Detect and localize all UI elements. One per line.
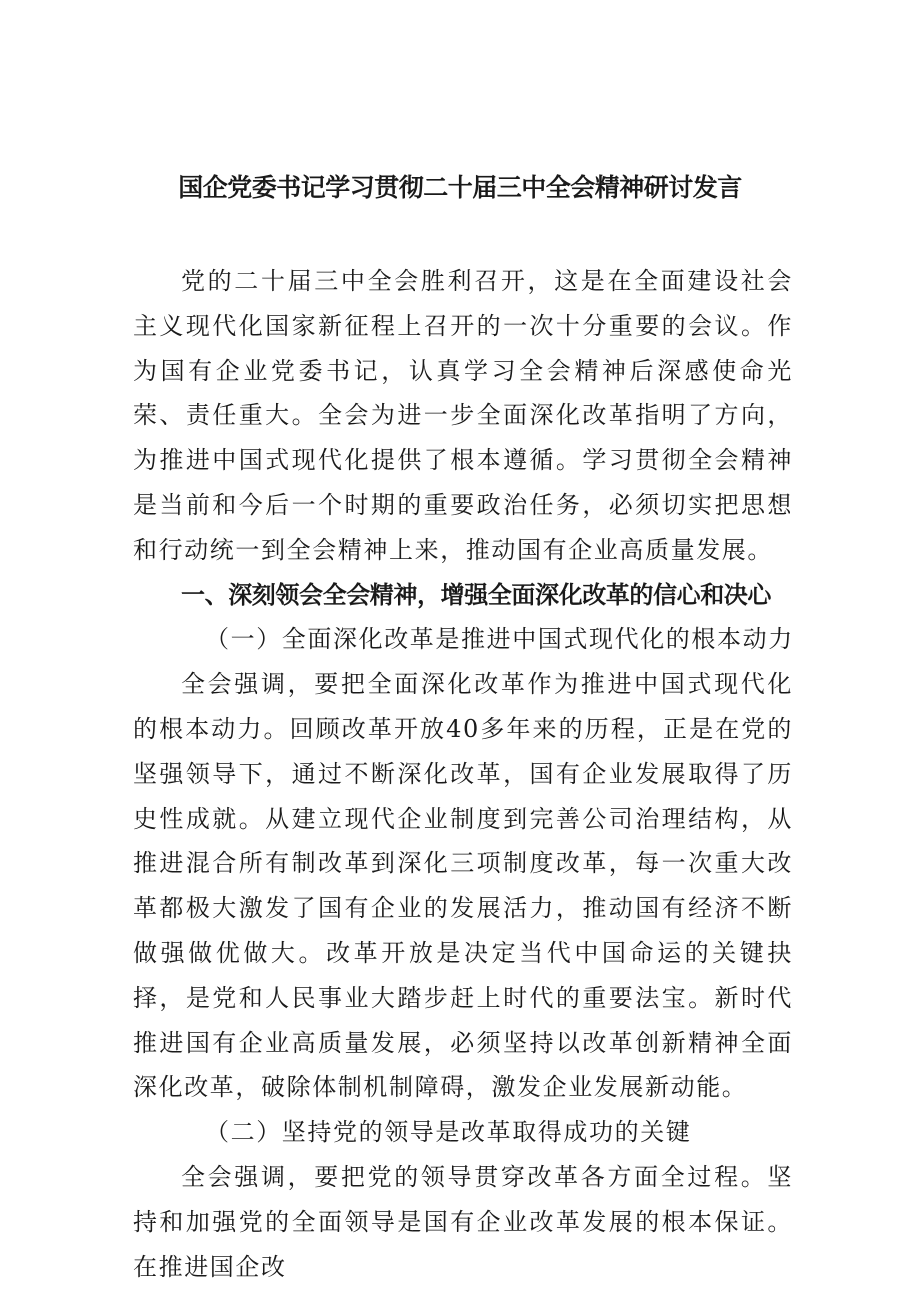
document-body [133, 259, 793, 1289]
document-title: 国企党委书记学习贯彻二十届三中全会精神研讨发言 [178, 173, 742, 202]
section-heading-1: 一、深刻领会全会精神，增强全面深化改革的信心和决心 [181, 580, 771, 609]
intro-paragraph: 党的二十届三中全会胜利召开，这是在全面建设社会主义现代化国家新征程上召开的一次十分重要的会议。作为国有企业党委书记，认真学习全会精神后深感使命光荣、责任重大。全会为进一步全面深化改革指明了方向，为推进中国式现代化提供了根本遵循。学习贯彻全会精神是当前和今后一个时期的重要政治任务，必须切实把思想和行动统一到全会精神上来，推动国有企业高质量发展。 [133, 267, 793, 564]
subsection-heading-2: （二）坚持党的领导是改革取得成功的关键 [205, 1118, 692, 1147]
subsection-paragraph-1: 全会强调，要把全面深化改革作为推进中国式现代化的根本动力。回顾改革开放40多年来的历程，正是在党的坚强领导下，通过不断深化改革，国有企业发展取得了历史性成就。从建立现代企业制度到完善公司治理结构，从推进混合所有制改革到深化三项制度改革，每一次重大改革都极大激发了国有企业的发展活力，推动国有经济不断做强做优做大。改革开放是决定当代中国命运的关键抉择，是党和人民事业大踏步赶上时代的重要法宝。新时代推进国有企业高质量发展，必须坚持以改革创新精神全面深化改革，破除体制机制障碍，激发企业发展新动能。 [133, 670, 793, 1102]
subsection-heading-1: （一）全面深化改革是推进中国式现代化的根本动力 [205, 625, 794, 654]
subsection-paragraph-2: 全会强调，要把党的领导贯穿改革各方面全过程。坚持和加强党的全面领导是国有企业改革发展的根本保证。在推进国企改 [133, 1162, 793, 1281]
